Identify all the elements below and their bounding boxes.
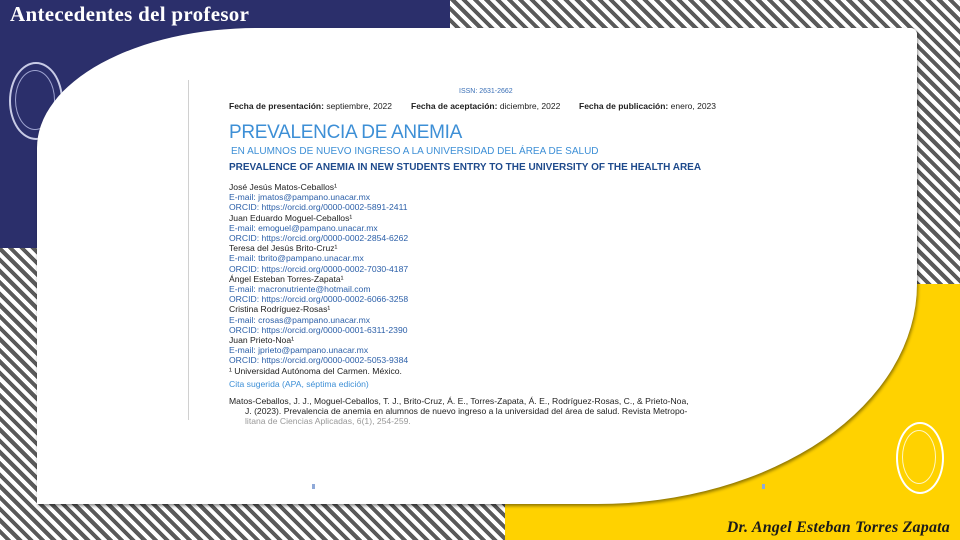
issn-label: ISSN: 2631-2662 [459, 88, 513, 95]
author-name-footer: Dr. Angel Esteban Torres Zapata [726, 519, 950, 536]
citation-text [229, 396, 729, 427]
author-orcid[interactable]: ORCID: https://orcid.org/0000-0002-6066-3258 [229, 294, 409, 305]
article-screenshot [188, 80, 729, 427]
citation-label: Cita sugerida (APA, séptima edición) [229, 379, 369, 389]
author-email[interactable]: E-mail: jprieto@pampano.unacar.mx [229, 345, 369, 356]
author-email[interactable]: E-mail: macronutriente@hotmail.com [229, 284, 371, 295]
slide-marker [312, 484, 315, 489]
author-orcid[interactable]: ORCID: https://orcid.org/0000-0002-2854-6262 [229, 233, 409, 244]
affiliation: ¹ Universidad Autónoma del Carmen. México. [229, 365, 402, 376]
slide-title: Antecedentes del profesor [10, 2, 250, 26]
slide-marker [762, 484, 765, 489]
university-seal-icon [896, 422, 944, 494]
author-orcid[interactable]: ORCID: https://orcid.org/0000-0002-5891-2411 [229, 202, 408, 213]
publication-date: Fecha de publicación: enero, 2023 [579, 101, 717, 111]
author-name: Juan Eduardo Moguel-Ceballos¹ [229, 212, 353, 223]
author-email[interactable]: E-mail: emoguel@pampano.unacar.mx [229, 222, 378, 233]
author-orcid[interactable]: ORCID: https://orcid.org/0000-0002-7030-4187 [229, 263, 409, 274]
article-dates [229, 101, 717, 111]
presentation-date: Fecha de presentación: septiembre, 2022 [229, 101, 392, 111]
article-title-es: PREVALENCIA DE ANEMIA [229, 122, 463, 143]
citation-line: J. (2023). Prevalencia de anemia en alumnos de nuevo ingreso a la universidad del área de salud. Revista Metropo- [245, 406, 688, 417]
author-list [229, 182, 408, 376]
author-email[interactable]: E-mail: tbrito@pampano.unacar.mx [229, 253, 364, 264]
author-email[interactable]: E-mail: crosas@pampano.unacar.mx [229, 314, 371, 325]
author-name: José Jesús Matos-Ceballos¹ [229, 182, 337, 192]
author-orcid[interactable]: ORCID: https://orcid.org/0000-0002-5053-9384 [229, 355, 409, 366]
author-name: Cristina Rodríguez-Rosas¹ [229, 304, 331, 315]
citation-line: litana de Ciencias Aplicadas, 6(1), 254-259. [245, 416, 411, 427]
author-name: Teresa del Jesús Brito-Cruz¹ [229, 243, 338, 254]
author-orcid[interactable]: ORCID: https://orcid.org/0000-0001-6311-2390 [229, 324, 408, 335]
citation-line: Matos-Ceballos, J. J., Moguel-Ceballos, T. J., Brito-Cruz, Á. E., Torres-Zapata, Á. E., Rodríguez-Rosas, C., & Prieto-Noa, [229, 396, 689, 406]
acceptance-date: Fecha de aceptación: diciembre, 2022 [411, 101, 561, 111]
author-name: Juan Prieto-Noa¹ [229, 335, 294, 346]
author-email[interactable]: E-mail: jmatos@pampano.unacar.mx [229, 192, 371, 203]
author-name: Ángel Esteban Torres-Zapata¹ [229, 273, 344, 284]
article-subtitle-es: EN ALUMNOS DE NUEVO INGRESO A LA UNIVERSIDAD DEL ÁREA DE SALUD [231, 146, 599, 157]
article-title-en: PREVALENCE OF ANEMIA IN NEW STUDENTS ENTRY TO THE UNIVERSITY OF THE HEALTH AREA [229, 162, 702, 173]
